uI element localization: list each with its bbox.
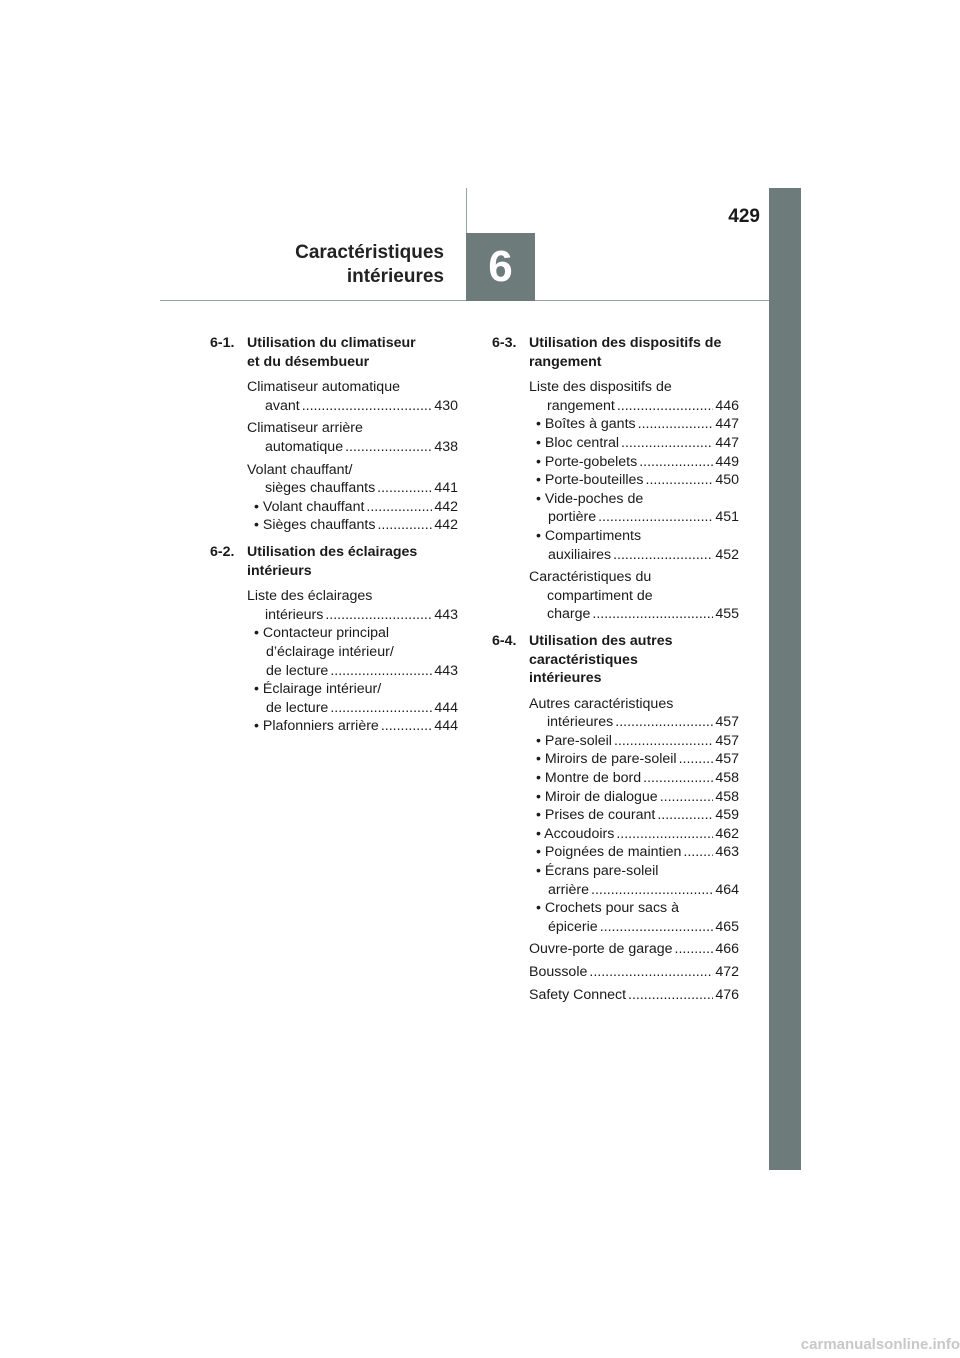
toc-page-number: 447 [715,434,739,451]
dot-leader [614,732,713,751]
dot-leader [613,546,713,565]
toc-subentry-link[interactable] [536,788,739,807]
toc-section-number: 6-1. [210,335,235,351]
toc-entry-link[interactable] [529,397,739,416]
toc-subentry [529,490,739,527]
toc-subentry [247,516,458,535]
toc-page-number: 442 [434,517,458,534]
dot-leader [377,479,432,498]
toc-entry-link[interactable] [529,605,739,624]
toc-page-number: 443 [434,606,458,623]
section-title-line-1: Caractéristiques [295,242,444,263]
toc-entry [529,378,739,564]
toc-entry-text: • Porte-gobelets [536,453,638,470]
toc-section-title-line: intérieures [529,670,602,687]
toc-subentry-link[interactable] [536,434,739,453]
toc-entry-text: • Sièges chauffants [254,517,376,534]
toc-page-number: 466 [715,941,739,958]
toc-section-title [529,334,739,371]
toc-subentry [529,527,739,564]
toc-subentry [529,434,739,453]
dot-leader [377,516,432,535]
toc-section [492,632,739,1004]
toc-section-number: 6-2. [210,543,235,560]
toc-subentry-link[interactable] [536,806,739,825]
dot-leader [592,605,713,624]
toc-entry-text: automatique [265,438,344,455]
toc-page-number: 438 [434,438,458,455]
toc-subentry-line: d’éclairage intérieur/ [266,643,394,660]
toc-entry-text: Boussole [529,964,588,980]
toc-entry-text: épicerie [548,918,598,935]
chapter-side-tab [769,188,801,1170]
page-number: 429 [728,206,760,227]
toc-page-number: 458 [715,788,739,805]
toc-section-title-line: Utilisation du climatiseur [247,335,416,351]
toc-entry-text: Safety Connect [529,986,627,1003]
toc-subentry-line: • Vide-poches de [536,490,644,507]
toc-subentry-link[interactable] [254,699,458,718]
section-title-line-2: intérieures [346,266,444,287]
toc-entry-line: Caractéristiques du [529,569,652,586]
toc-entry-line: Liste des éclairages [247,588,373,605]
toc-entry-text: • Miroir de dialogue [536,788,658,805]
toc-entry-link[interactable] [247,479,458,498]
toc-subentry-link[interactable] [536,769,739,788]
toc-entry-text: • Miroirs de pare-soleil [536,751,677,768]
toc-entry-text: • Prises de courant [536,807,656,824]
toc-page-number: 462 [715,825,739,842]
dot-leader [366,498,432,517]
toc-section-title-line: caractéristiques [529,651,638,668]
dot-leader [381,717,433,736]
toc-section-title-line: Utilisation des dispositifs de [529,335,722,351]
dot-leader [660,788,714,807]
toc-entry-link[interactable] [247,397,458,416]
toc-subentry [529,471,739,490]
toc-subentry-link[interactable] [536,825,739,844]
toc-entry-text: • Volant chauffant [254,498,365,515]
toc-entries [529,378,739,624]
toc-entry-line: Autres caractéristiques [529,695,674,712]
toc-page-number: 443 [434,662,458,679]
toc-subentry [529,899,739,936]
toc-entry-text: Ouvre-porte de garage [529,941,673,958]
toc-entry-link[interactable] [247,438,458,457]
toc-subentry-link[interactable] [254,498,458,517]
toc-section-heading[interactable] [492,334,739,371]
toc-entries [247,587,458,736]
toc-section-title-line: intérieurs [247,562,312,579]
toc-page-number: 458 [715,770,739,787]
toc-entry [529,695,739,937]
toc-subentry [247,624,458,680]
toc-subentry-line: • Crochets pour sacs à [536,900,679,917]
toc-page-number: 430 [434,397,458,414]
toc-subentry-line: • Éclairage intérieur/ [254,681,382,698]
toc-subentry-line: • Compartiments [536,527,642,544]
toc-subentry-link[interactable] [536,732,739,751]
toc-subentry [247,498,458,517]
dot-leader [683,843,713,862]
toc-entry-text: intérieures [547,714,614,731]
toc-left-column [210,334,458,744]
toc-entry-text: • Bloc central [536,434,620,451]
toc-subentry-link[interactable] [536,415,739,434]
toc-subentry-link[interactable] [536,471,739,490]
toc-entry [247,461,458,535]
toc-entry-text: • Porte-bouteilles [536,472,644,489]
toc-section-title [247,334,458,371]
toc-entry [529,568,739,624]
watermark: carmanualsonline.info [800,1336,960,1353]
dot-leader [639,453,713,472]
toc-section-title-line: Utilisation des éclairages [247,543,418,560]
toc-subentry-link[interactable] [536,453,739,472]
toc-entry-text: arrière [548,881,589,898]
toc-entry-link[interactable] [529,963,739,982]
toc-subentry-line: • Écrans pare-soleil [536,863,659,880]
toc-page-number: 472 [715,964,739,980]
toc-entry [529,940,739,959]
toc-section-number: 6-4. [492,632,517,649]
toc-entry [529,963,739,982]
toc-page-number: 457 [715,732,739,749]
toc-page-number: 451 [715,509,739,526]
toc-entry [247,378,458,415]
toc-page-number: 449 [715,453,739,470]
toc-entry-text: • Plafonniers arrière [254,718,379,735]
toc-entry-line: Liste des dispositifs de [529,379,672,396]
toc-entries [529,695,739,1005]
toc-entries [247,378,458,535]
dot-leader [646,471,714,490]
toc-section [210,543,458,736]
toc-entry-link[interactable] [529,713,739,732]
toc-subentry [529,788,739,807]
toc-entry-line: Volant chauffant/ [247,461,353,478]
toc-subentry-link[interactable] [254,717,458,736]
dot-leader [638,415,714,434]
toc-page-number: 452 [715,546,739,563]
toc-right-column [492,334,739,1012]
toc-entry-line: Climatiseur arrière [247,420,363,437]
toc-entry-text: • Montre de bord [536,770,642,787]
toc-page-number: 465 [715,918,739,935]
toc-entry-text: de lecture [266,662,329,679]
toc-section-title-line: Utilisation des autres [529,632,673,649]
toc-entry-text: • Boîtes à gants [536,416,636,433]
dot-leader [591,881,713,900]
toc-page-number: 446 [715,397,739,414]
dot-leader [679,750,714,769]
toc-subentry-link[interactable] [254,516,458,535]
toc-page-number: 450 [715,472,739,489]
toc-entry-text: sièges chauffants [265,480,376,497]
toc-subentry-link[interactable] [536,546,739,565]
dot-leader [643,769,713,788]
toc-section-heading[interactable] [492,632,739,688]
toc-section-title [529,632,739,688]
dot-leader [589,963,713,982]
header-divider-horizontal [160,300,769,301]
dot-leader [325,606,432,625]
dot-leader [615,713,713,732]
toc-entry-text: avant [265,397,300,414]
toc-subentry-link[interactable] [536,918,739,937]
toc-entry-text: portière [548,509,597,526]
toc-subentry [247,680,458,717]
dot-leader [628,986,713,1005]
toc-subentry-link[interactable] [536,508,739,527]
toc-page-number: 444 [434,699,458,716]
toc-entry-text: • Accoudoirs [536,825,615,842]
toc-subentry [529,750,739,769]
toc-subentry [529,732,739,751]
toc-entry-text: de lecture [266,699,329,716]
toc-page-number: 459 [715,807,739,824]
dot-leader [302,397,433,416]
toc-page-number: 444 [434,718,458,735]
toc-subentry [529,806,739,825]
toc-entry-text: • Poignées de maintien [536,844,682,861]
toc-page-number: 441 [434,480,458,497]
dot-leader [675,940,714,959]
toc-subentry-line: • Contacteur principal [254,625,390,642]
toc-section-number: 6-3. [492,335,517,351]
toc-section-title [247,543,458,580]
toc-section-title-line: et du désembueur [247,353,370,370]
toc-page-number: 463 [715,844,739,861]
dot-leader [657,806,713,825]
dot-leader [621,434,713,453]
section-title [295,241,444,289]
toc-subentry [529,825,739,844]
toc-subentry [529,415,739,434]
toc-page-number: 457 [715,751,739,768]
toc-subentry [529,453,739,472]
toc-section [210,334,458,535]
toc-entry-link[interactable] [529,940,739,959]
toc-page-number: 455 [715,606,739,623]
toc-page-number: 442 [434,498,458,515]
toc-section-heading[interactable] [210,543,458,580]
toc-subentry [529,862,739,899]
toc-section-heading[interactable] [210,334,458,371]
toc-entry-text: charge [547,606,591,623]
toc-entry-link[interactable] [247,606,458,625]
toc-page-number: 457 [715,714,739,731]
toc-entry [247,587,458,736]
dot-leader [345,438,432,457]
toc-entry-link[interactable] [529,986,739,1005]
toc-page-number: 447 [715,416,739,433]
toc-entry [529,986,739,1005]
dot-leader [330,662,432,681]
toc-entry-text: rangement [547,397,615,414]
toc-entry-text: intérieurs [265,606,324,623]
toc-entry-line: Climatiseur automatique [247,379,400,396]
dot-leader [598,508,713,527]
dot-leader [616,825,713,844]
toc-section [492,334,739,624]
toc-subentry-link[interactable] [536,843,739,862]
toc-entry-text: • Pare-soleil [536,732,612,749]
toc-subentry-link[interactable] [536,881,739,900]
toc-subentry-link[interactable] [536,750,739,769]
toc-subentry-link[interactable] [254,662,458,681]
dot-leader [600,918,714,937]
dot-leader [617,397,714,416]
toc-entry-line: compartiment de [547,587,653,604]
toc-page-number: 464 [715,881,739,898]
toc-subentry [247,717,458,736]
toc-subentry [529,843,739,862]
toc-subentry [529,769,739,788]
chapter-number-box: 6 [466,233,535,301]
toc-entry-text: auxiliaires [548,546,612,563]
toc-entry [247,419,458,456]
toc-page-number: 476 [715,986,739,1003]
toc-section-title-line: rangement [529,353,602,370]
dot-leader [330,699,432,718]
